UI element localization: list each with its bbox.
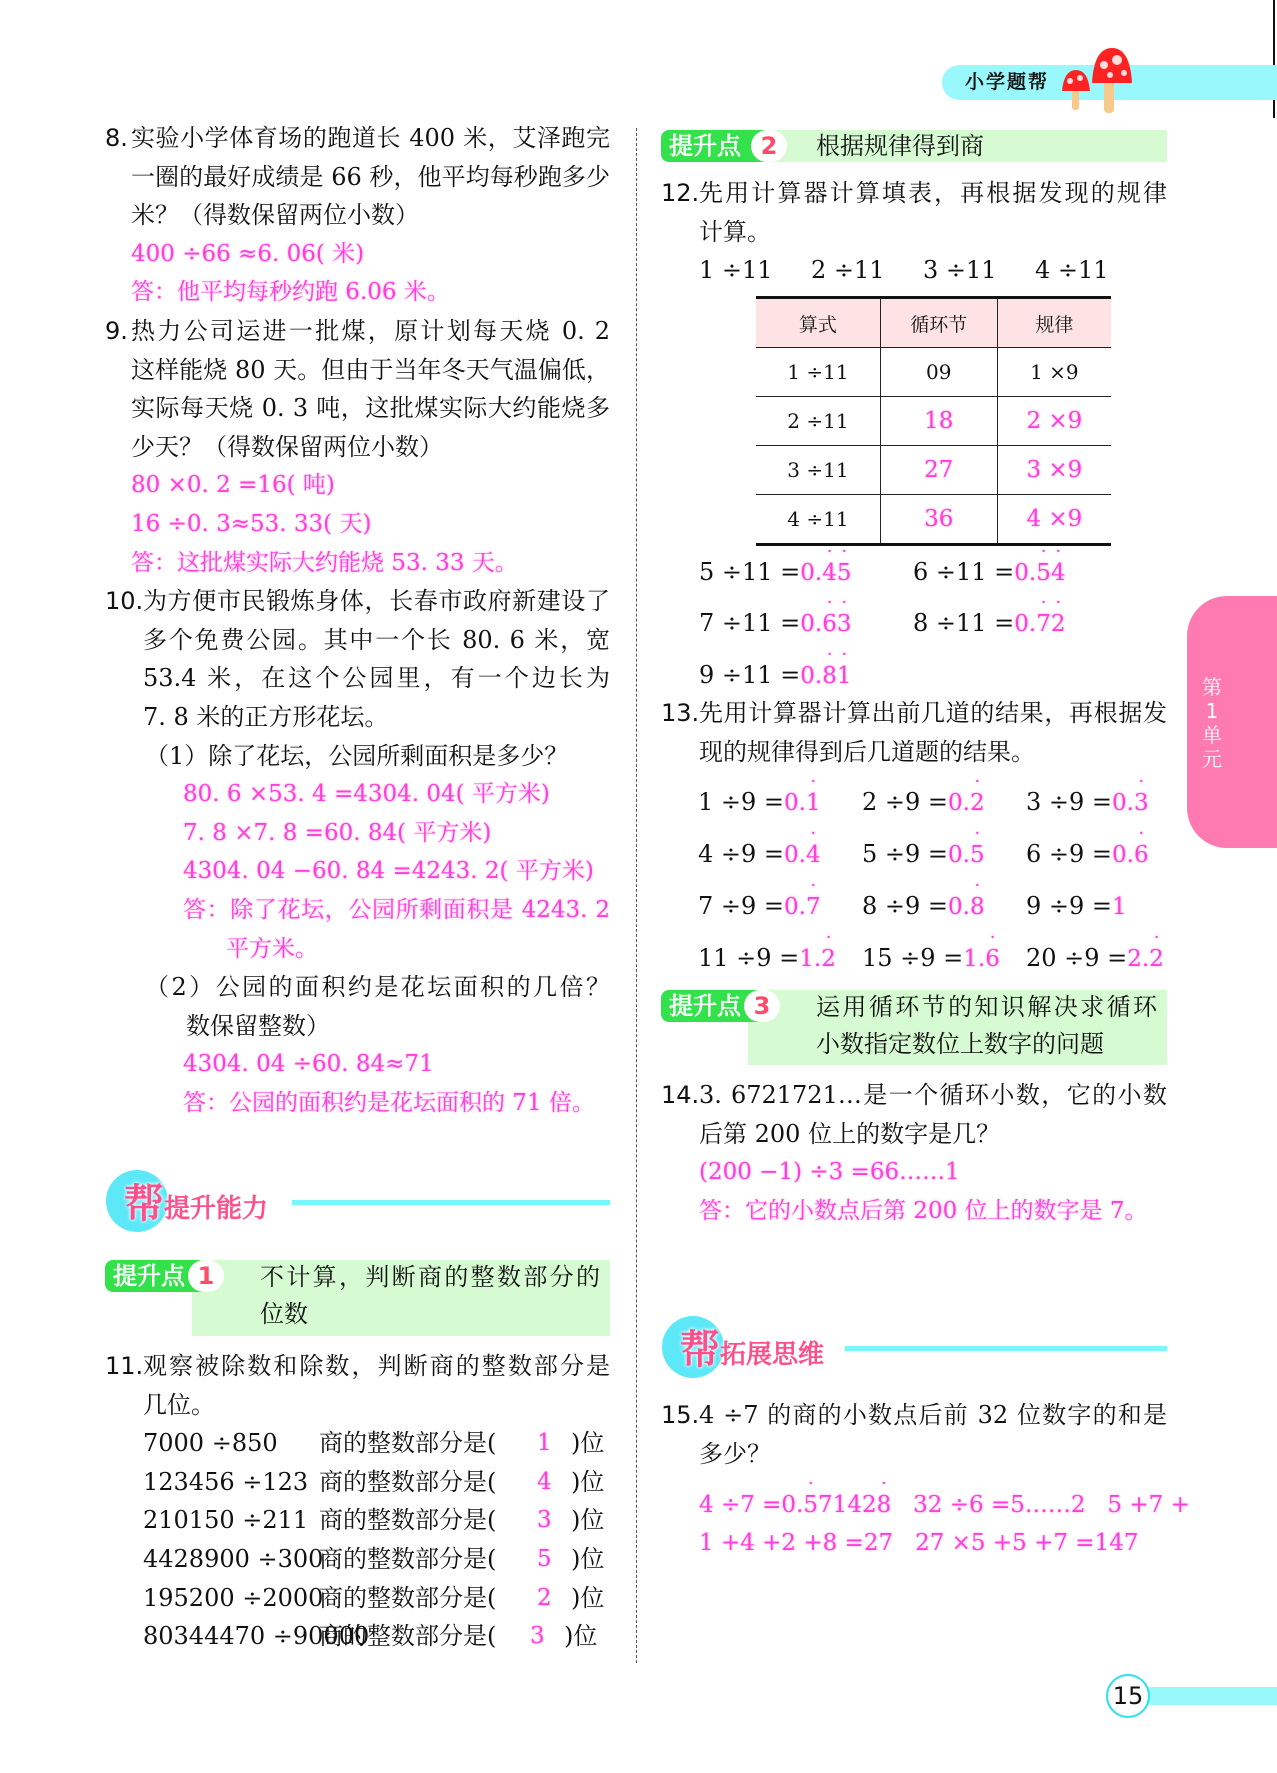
table-header-cell: 算式 (756, 298, 880, 348)
expression: 20 ÷9 = (1026, 944, 1128, 972)
question-13-result (862, 835, 985, 873)
question-13-result (1026, 939, 1164, 977)
question-13-number: 13. (661, 699, 700, 727)
question-11-prompt: 商的整数部分是( (319, 1506, 497, 1535)
question-13-result (698, 783, 821, 821)
answer-fixed: 0. (1112, 842, 1134, 868)
improvement-point-3-title: 小数指定数位上数字的问题 (816, 1030, 1104, 1058)
question-10-text: 多个免费公园。其中一个长 80. 6 米，宽 (143, 625, 610, 654)
repeating-digit: ˙ 4 (822, 554, 837, 592)
question-11-suffix: )位 (571, 1545, 605, 1573)
question-14-number: 14. (661, 1081, 700, 1109)
question-11-prompt: 商的整数部分是( (319, 1467, 497, 1496)
answer-fixed: 1. (963, 946, 986, 972)
question-15-text: 4 ÷7 的商的小数点后前 32 位数字的和是 (699, 1401, 1167, 1429)
answer-fixed: 0. (800, 611, 823, 637)
question-13-result (698, 939, 836, 977)
question-11-prompt: 商的整数部分是( (319, 1622, 497, 1651)
improvement-point-3-number: 3 (744, 990, 780, 1022)
repeating-digit: ˙ 3 (837, 605, 852, 643)
repeating-digit: ˙ 7 (1036, 605, 1051, 643)
mushrooms-icon (1060, 45, 1160, 115)
page-number: 15 (1106, 1674, 1150, 1718)
question-13-result (862, 887, 985, 925)
question-11-expression: 80344470 ÷90000 (143, 1622, 370, 1651)
repeating-digit: ˙ 6 (822, 605, 837, 643)
answer (800, 663, 851, 689)
improvement-point-1-title: 不计算，判断商的整数部分的 (260, 1263, 600, 1291)
question-11-answer: 4 (537, 1468, 552, 1495)
answer (800, 611, 851, 637)
repeating-digit: ˙ 5 (803, 1486, 818, 1524)
question-11-text: 观察被除数和除数，判断商的整数部分是 (143, 1352, 610, 1380)
question-12-result (913, 604, 1066, 642)
table-cell: 2 ×9 (997, 397, 1111, 446)
answer-fixed: 0. (948, 894, 970, 920)
question-11-expression: 195200 ÷2000 (143, 1583, 324, 1612)
question-12-number: 12. (661, 179, 700, 207)
expression: 2 ÷9 = (862, 788, 949, 816)
answer (1112, 894, 1127, 920)
expression: 6 ÷9 = (1026, 840, 1113, 868)
improvement-point-2-title: 根据规律得到商 (816, 132, 984, 160)
question-10-text: 53.4 米，在这个公园里，有一个边长为 (143, 664, 610, 693)
question-11-suffix: )位 (564, 1622, 598, 1651)
question-13-text: 先用计算器计算出前几道的结果，再根据发 (699, 699, 1167, 727)
expression: 4 ÷9 = (698, 840, 785, 868)
improvement-point-1-tag: 提升点 (105, 1260, 204, 1292)
question-8-text: 一圈的最好成绩是 66 秒，他平均每秒跑多少 (131, 162, 610, 191)
question-12-result (913, 553, 1066, 591)
table-cell: 1 ×9 (997, 348, 1111, 397)
question-10-part-1-answer: 7. 8 ×7. 8 =60. 84( 平方米) (183, 819, 492, 846)
table-header-cell: 循环节 (880, 298, 997, 348)
question-13-result (698, 887, 821, 925)
question-10-part-2: 数保留整数） (186, 1011, 330, 1040)
section-prefix: 帮 (124, 1181, 164, 1227)
question-12-expression: 2 ÷11 (811, 256, 885, 284)
repeating-digit: ˙ 5 (837, 554, 852, 592)
improvement-point-2-number: 2 (751, 130, 787, 162)
question-9-answer: 16 ÷0. 3≈53. 33( 天) (131, 511, 372, 537)
question-12-result (699, 604, 852, 642)
question-9-text: 少天？（得数保留两位小数） (131, 432, 443, 461)
answer-fixed: 0. (800, 560, 823, 586)
answer (963, 946, 1000, 972)
table-row (756, 397, 1111, 446)
table-cell: 18 (880, 397, 997, 446)
expression: 7 ÷11 = (699, 609, 801, 637)
question-10-part-1-answer: 平方米。 (226, 935, 318, 962)
expression: 9 ÷11 = (699, 661, 801, 689)
question-15-number: 15. (661, 1401, 700, 1429)
repeating-digit: ˙ 8 (970, 888, 985, 926)
answer-part: 4 ÷7 =0. (699, 1492, 804, 1518)
table-cell: 27 (880, 446, 997, 495)
expression: 8 ÷9 = (862, 892, 949, 920)
repeating-digit: ˙ 4 (806, 836, 821, 874)
question-11-answer: 1 (537, 1430, 552, 1457)
question-12-text: 先用计算器计算填表，再根据发现的规律 (699, 179, 1167, 207)
expression: 9 ÷9 = (1026, 892, 1113, 920)
repeating-digit: 1 (832, 1492, 848, 1518)
question-11-suffix: )位 (571, 1506, 605, 1535)
improvement-point-2-tag: 提升点 (661, 130, 767, 162)
expression: 1 ÷9 = (698, 788, 785, 816)
section-heading-expand-title (680, 1318, 824, 1375)
repeating-digit: ˙ 2 (1051, 605, 1066, 643)
question-8-text: 实验小学体育场的跑道长 400 米，艾泽跑完 (131, 124, 610, 152)
table-header-row (756, 298, 1111, 348)
section-heading-expand-rule (845, 1346, 1167, 1351)
table-cell: 2 ÷11 (756, 397, 880, 446)
table-row (756, 348, 1111, 397)
repeating-digit: ˙ 2 (1149, 940, 1164, 978)
question-11-expression: 4428900 ÷300 (143, 1545, 324, 1573)
cycle-table (756, 296, 1111, 546)
answer (1014, 560, 1065, 586)
table-cell: 36 (880, 495, 997, 545)
question-10-text: 为方便市民锻炼身体，长春市政府新建设了 (143, 587, 610, 616)
question-12-text: 计算。 (699, 217, 771, 246)
question-11-suffix: )位 (571, 1467, 605, 1496)
expression: 6 ÷11 = (913, 558, 1015, 586)
answer (784, 790, 821, 816)
answer-fixed: 0. (948, 842, 970, 868)
question-10-part-1-answer: 80. 6 ×53. 4 =4304. 04( 平方米) (183, 781, 550, 808)
answer-fixed: 0. (784, 790, 806, 816)
question-12-expression: 1 ÷11 (699, 256, 773, 284)
expression: 11 ÷9 = (698, 944, 800, 972)
table-cell: 4 ×9 (997, 495, 1111, 545)
question-10-part-1: （1）除了花坛，公园所剩面积是多少？ (145, 741, 569, 770)
section-heading-improve-title (124, 1172, 268, 1229)
answer-fixed: 0. (1014, 560, 1037, 586)
question-10-part-1-answer: 答：除了花坛，公园所剩面积是 4243. 2 (183, 897, 610, 923)
question-10-text: 7. 8 米的正方形花坛。 (143, 703, 389, 731)
question-8-text: 米？（得数保留两位小数） (131, 201, 419, 230)
section-prefix: 帮 (680, 1327, 720, 1373)
question-14-answer: 答：它的小数点后第 200 位上的数字是 7。 (699, 1197, 1148, 1224)
table-header-cell: 规律 (997, 298, 1111, 348)
question-14-text: 3. 6721721…是一个循环小数，它的小数 (699, 1081, 1167, 1109)
question-14-answer: (200 −1) ÷3 =66……1 (699, 1159, 960, 1185)
repeating-digit: ˙ 1 (806, 784, 821, 822)
repeating-digit: 2 (861, 1492, 877, 1518)
header-title: 小学题帮 (965, 71, 1050, 93)
question-13-result (862, 939, 1000, 977)
question-13-result (862, 783, 985, 821)
table-cell: 1 ÷11 (756, 348, 880, 397)
question-8-answer: 400 ÷66 ≈6. 06( 米) (131, 240, 365, 267)
question-9-answer: 80 ×0. 2 =16( 吨) (131, 472, 335, 499)
expression: 15 ÷9 = (862, 944, 964, 972)
question-9-text: 这样能烧 80 天。但由于当年冬天气温偏低， (131, 355, 610, 384)
table-cell: 3 ×9 (997, 446, 1111, 495)
question-13-result (1026, 783, 1149, 821)
column-divider (636, 128, 637, 1663)
improvement-point-1-title: 位数 (260, 1300, 308, 1328)
table-cell: 3 ÷11 (756, 446, 880, 495)
section-heading-improve-rule (292, 1200, 610, 1205)
answer-fixed: 0. (784, 894, 806, 920)
table-row (756, 495, 1111, 545)
answer (800, 560, 851, 586)
question-14-text: 后第 200 位上的数字是几？ (699, 1119, 1001, 1148)
question-13-text: 现的规律得到后几道题的结果。 (699, 737, 1035, 766)
answer-fixed: 1. (799, 946, 822, 972)
question-13-result (1026, 835, 1149, 873)
expression: 5 ÷11 = (699, 558, 801, 586)
question-11-prompt: 商的整数部分是( (319, 1545, 497, 1573)
answer (948, 790, 985, 816)
question-15-answer (699, 1486, 1190, 1524)
question-12-result (699, 656, 852, 694)
question-11-answer: 2 (537, 1584, 552, 1611)
page-edge-line (1273, 0, 1275, 118)
repeating-digit: ˙ 2 (821, 940, 836, 978)
question-10-number: 10. (105, 587, 144, 616)
repeating-digit: ˙ 4 (1051, 554, 1066, 592)
repeating-digit: ˙ 5 (1036, 554, 1051, 592)
expression: 8 ÷11 = (913, 609, 1015, 637)
question-10-part-2: （2）公园的面积约是花坛面积的几倍？ (145, 973, 610, 1002)
question-10-part-2-answer: 答：公园的面积约是花坛面积的 71 倍。 (183, 1090, 595, 1116)
repeating-digit: 4 (847, 1492, 862, 1518)
answer-fixed: 0. (948, 790, 970, 816)
page-number-bar (1140, 1687, 1277, 1705)
question-12-expression: 4 ÷11 (1035, 256, 1109, 284)
question-11-number: 11. (105, 1352, 144, 1380)
answer (1112, 790, 1149, 816)
repeating-digit: ˙ 1 (837, 657, 852, 695)
answer (1014, 611, 1065, 637)
question-11-expression: 7000 ÷850 (143, 1429, 278, 1458)
repeating-digit: ˙ 3 (1134, 784, 1149, 822)
answer-fixed: 0. (800, 663, 823, 689)
question-11-answer: 3 (530, 1623, 545, 1650)
answer-part: 32 ÷6 =5……2 5 +7 + (891, 1492, 1190, 1518)
expression: 5 ÷9 = (862, 840, 949, 868)
question-9-answer: 答：这批煤实际大约能烧 53. 33 天。 (131, 549, 518, 576)
answer (799, 946, 836, 972)
answer (784, 842, 821, 868)
improvement-point-1-number: 1 (188, 1260, 224, 1292)
repeating-digit: ˙ 7 (806, 888, 821, 926)
repeating-digit: 7 (818, 1492, 833, 1518)
question-9-text: 实际每天烧 0. 3 吨，这批煤实际大约能烧多 (131, 394, 610, 423)
answer (948, 842, 985, 868)
question-10-part-1-answer: 4304. 04 −60. 84 =4243. 2( 平方米) (183, 858, 594, 885)
answer (948, 894, 985, 920)
question-11-expression: 123456 ÷123 (143, 1467, 309, 1496)
question-11-prompt: 商的整数部分是( (319, 1583, 497, 1612)
question-12-expression: 3 ÷11 (923, 256, 997, 284)
table-cell: 4 ÷11 (756, 495, 880, 545)
answer (1127, 946, 1164, 972)
question-9-text: 热力公司运进一批煤，原计划每天烧 0. 2 (131, 317, 610, 345)
expression: 3 ÷9 = (1026, 788, 1113, 816)
question-11-prompt: 商的整数部分是( (319, 1429, 497, 1458)
answer-fixed: 0. (1112, 790, 1134, 816)
question-8-number: 8. (105, 124, 128, 152)
question-15-text: 多少？ (699, 1439, 771, 1468)
question-11-answer: 3 (537, 1507, 552, 1534)
section-title-text: 拓展思维 (720, 1340, 825, 1370)
improvement-point-3-tag: 提升点 (661, 990, 760, 1022)
question-15-answer: 1 +4 +2 +8 =27 27 ×5 +5 +7 =147 (699, 1530, 1139, 1556)
answer (784, 894, 821, 920)
expression: 7 ÷9 = (698, 892, 785, 920)
improvement-point-3-title: 运用循环节的知识解决求循环 (816, 993, 1157, 1021)
repeating-digit: ˙ 6 (1134, 836, 1149, 874)
unit-side-tab-label: 第1单元 (1202, 675, 1222, 771)
repeating-digit: ˙ 8 (822, 657, 837, 695)
repeating-digit: ˙ 8 (877, 1486, 892, 1524)
question-12-result (699, 553, 852, 591)
table-cell: 09 (880, 348, 997, 397)
answer-fixed: 2. (1127, 946, 1150, 972)
repeating-digit: ˙ 6 (985, 940, 1000, 978)
question-13-result (1026, 887, 1127, 925)
question-11-expression: 210150 ÷211 (143, 1506, 309, 1535)
repeating-digit: ˙ 2 (970, 784, 985, 822)
question-11-suffix: )位 (571, 1583, 605, 1612)
question-11-suffix: )位 (571, 1429, 605, 1458)
answer-fixed: 1 (1112, 894, 1127, 920)
answer (1112, 842, 1149, 868)
section-title-text: 提升能力 (164, 1194, 269, 1224)
table-row (756, 446, 1111, 495)
question-9-number: 9. (105, 317, 128, 345)
repeating-digit: ˙ 5 (970, 836, 985, 874)
question-10-part-2-answer: 4304. 04 ÷60. 84≈71 (183, 1051, 434, 1078)
question-13-result (698, 835, 821, 873)
question-11-text: 几位。 (143, 1390, 215, 1419)
question-11-answer: 5 (537, 1546, 552, 1572)
question-8-answer: 答：他平均每秒约跑 6.06 米。 (131, 279, 450, 306)
answer-fixed: 0. (784, 842, 806, 868)
answer-fixed: 0. (1014, 611, 1037, 637)
